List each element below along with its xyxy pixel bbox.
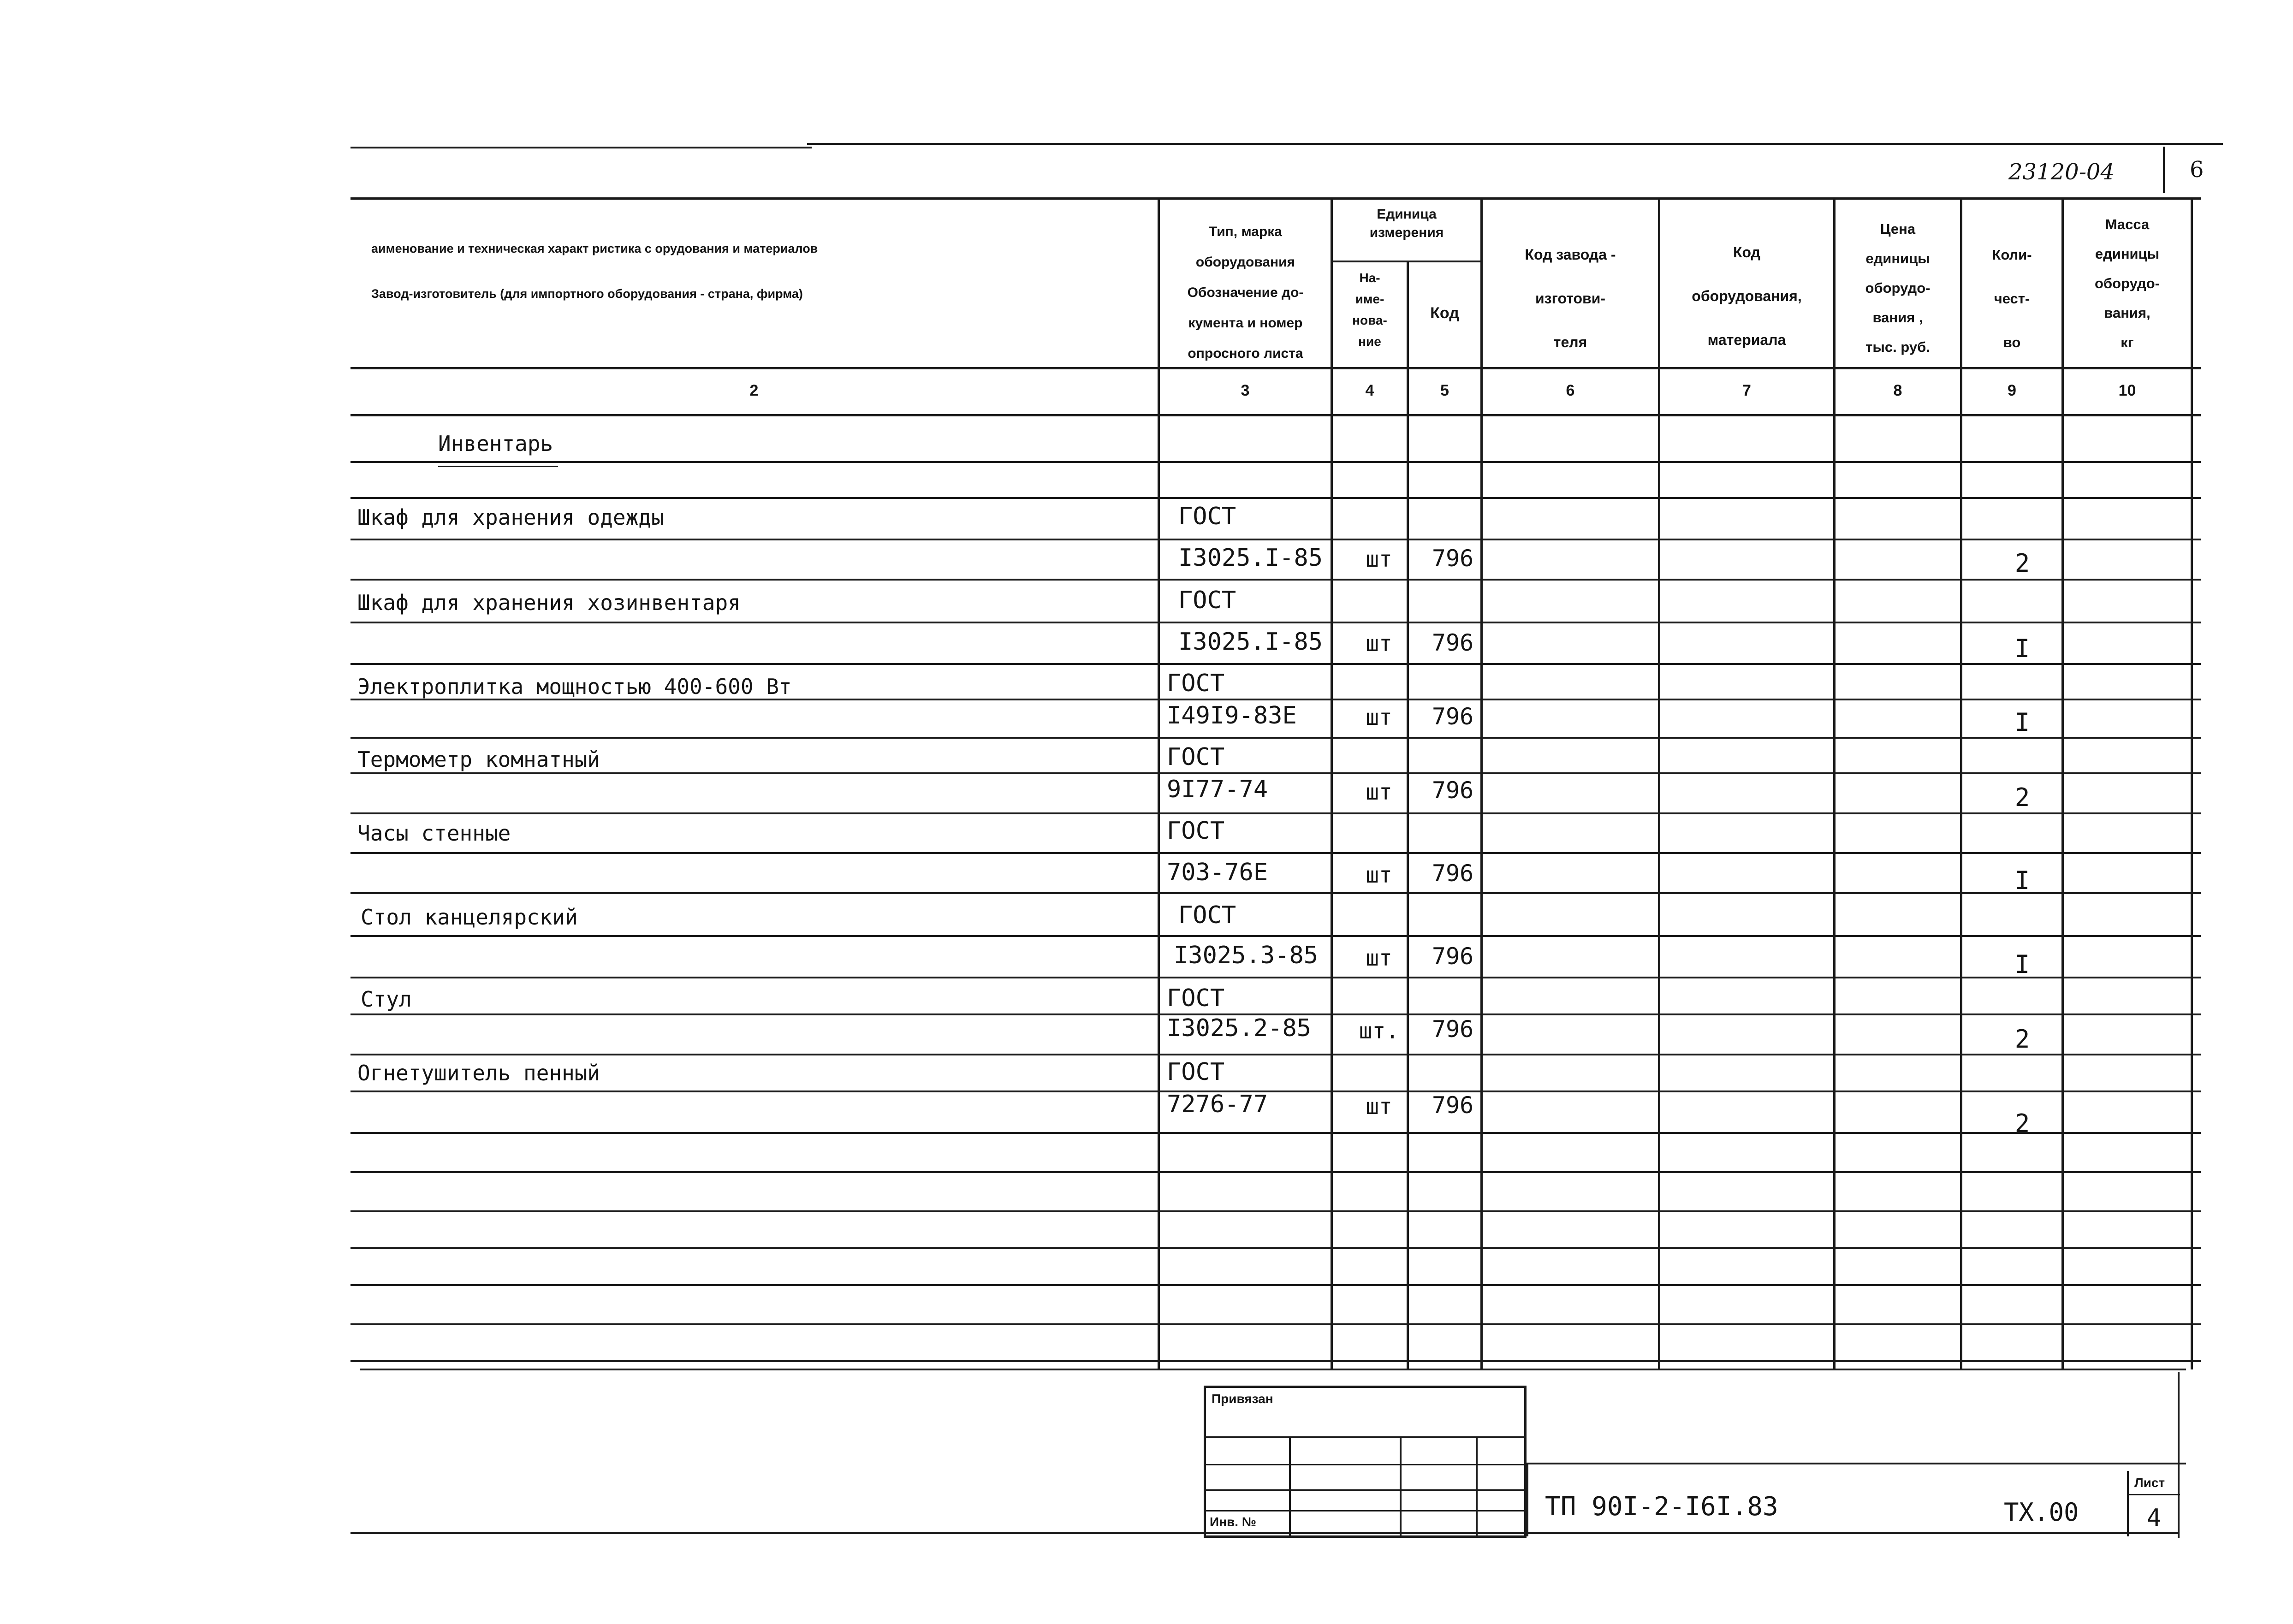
item-code: 796: [1432, 777, 1474, 804]
sheet-label: Лист: [2134, 1476, 2165, 1490]
item-name: Часы стенные: [357, 821, 511, 846]
item-doc-prefix: ГОСТ: [1167, 670, 1225, 697]
column-number-6: 6: [1566, 382, 1575, 399]
item-code: 796: [1432, 860, 1474, 887]
header-col8: Цена единицы оборудо- вания , тыс. руб.: [1865, 221, 1931, 355]
item-doc-number: 7276-77: [1167, 1091, 1268, 1118]
item-unit: шт: [1366, 631, 1392, 657]
item-doc-prefix: ГОСТ: [1178, 587, 1236, 614]
row-rule: [350, 812, 2201, 814]
item-qty: 2: [2014, 783, 2030, 812]
row-rule: [350, 892, 2201, 894]
item-name: Электроплитка мощностью 400-600 Вт: [357, 674, 792, 699]
item-doc-number: I3025.I-85: [1178, 628, 1323, 656]
row-rule: [350, 852, 2201, 854]
header-unit-group: Единица измерения: [1369, 207, 1444, 240]
row-rule: [350, 935, 2201, 937]
item-unit: шт: [1366, 945, 1392, 971]
row-rule: [350, 977, 2201, 978]
item-qty: I: [2014, 634, 2030, 663]
row-rule: [350, 1360, 2201, 1362]
item-doc-number: 703-76Е: [1167, 859, 1268, 886]
item-code: 796: [1432, 1016, 1474, 1043]
row-rule: [350, 1284, 2201, 1286]
row-rule: [350, 579, 2201, 581]
item-code: 796: [1432, 943, 1474, 970]
section-title: Инвентарь: [438, 431, 553, 456]
sheet-number: 4: [2147, 1504, 2162, 1532]
row-rule: [350, 1210, 2201, 1212]
header-col7: Код оборудования, материала: [1692, 244, 1802, 348]
item-unit: шт: [1366, 862, 1392, 888]
column-number-7: 7: [1742, 382, 1751, 399]
item-name: Огнетушитель пенный: [357, 1061, 600, 1085]
row-rule: [350, 1091, 2201, 1092]
item-doc-prefix: ГОСТ: [1167, 817, 1225, 845]
row-rule: [350, 1171, 2201, 1173]
header-col3: Тип, марка оборудования Обозначение до- кумента и номер опросного листа: [1187, 224, 1304, 361]
row-rule: [350, 1323, 2201, 1325]
attached-label: Привязан: [1212, 1392, 1273, 1406]
item-code: 796: [1432, 545, 1474, 572]
column-number-8: 8: [1893, 382, 1902, 399]
row-rule: [350, 737, 2201, 739]
item-doc-prefix: ГОСТ: [1178, 901, 1236, 929]
item-unit: шт: [1366, 705, 1392, 730]
row-rule: [350, 497, 2201, 499]
handwritten-doc-number: 23120-04: [2008, 159, 2115, 185]
item-unit: шт: [1366, 1094, 1392, 1120]
project-code: ТП 90I-2-I6I.83: [1545, 1492, 1778, 1522]
item-qty: 2: [2014, 1109, 2030, 1138]
column-number-5: 5: [1440, 382, 1449, 399]
row-rule: [350, 539, 2201, 540]
item-doc-number: I3025.I-85: [1178, 544, 1323, 572]
item-unit: шт: [1366, 779, 1392, 805]
header-col2-line1: аименование и техническая характ ристика с орудования и материалов: [371, 242, 818, 255]
item-name: Термометр комнатный: [357, 747, 600, 772]
item-qty: 2: [2014, 1025, 2030, 1054]
item-name: Стул: [361, 987, 412, 1012]
header-col9: Коли- чест- во: [1992, 247, 2032, 350]
item-doc-prefix: ГОСТ: [1167, 743, 1225, 771]
page-number: 6: [2190, 157, 2204, 183]
row-rule: [350, 622, 2201, 623]
header-col10: Масса единицы оборудо- вания, кг: [2095, 216, 2160, 350]
row-rule: [350, 461, 2201, 463]
header-col5: Код: [1430, 304, 1459, 322]
item-code: 796: [1432, 629, 1474, 656]
row-rule: [350, 1247, 2201, 1249]
item-qty: I: [2014, 950, 2030, 979]
item-doc-prefix: ГОСТ: [1167, 984, 1225, 1012]
item-qty: I: [2014, 708, 2030, 737]
item-doc-number: I49I9-83Е: [1167, 702, 1297, 729]
row-rule: [350, 663, 2201, 665]
item-doc-prefix: ГОСТ: [1178, 503, 1236, 530]
item-doc-number: I3025.3-85: [1174, 942, 1319, 969]
header-col4: На- име- нова- ние: [1352, 271, 1387, 349]
item-unit: шт.: [1359, 1018, 1399, 1044]
item-qty: 2: [2014, 549, 2030, 578]
attached-stamp: [1204, 1386, 1527, 1538]
section-code: ТХ.00: [2004, 1498, 2079, 1527]
item-doc-number: 9I77-74: [1167, 776, 1268, 803]
item-unit: шт: [1366, 546, 1392, 572]
item-qty: I: [2014, 866, 2030, 895]
item-code: 796: [1432, 1092, 1474, 1119]
row-rule: [350, 1054, 2201, 1055]
inv-number-label: Инв. №: [1210, 1515, 1257, 1529]
item-name: Стол канцелярский: [361, 905, 578, 930]
row-rule: [350, 1132, 2201, 1134]
item-doc-prefix: ГОСТ: [1167, 1058, 1225, 1086]
header-col6: Код завода - изготови- теля: [1525, 246, 1616, 350]
item-code: 796: [1432, 703, 1474, 730]
item-doc-number: I3025.2-85: [1167, 1014, 1312, 1042]
item-name: Шкаф для хранения хозинвентаря: [357, 590, 741, 615]
column-number-10: 10: [2118, 382, 2136, 399]
column-number-4: 4: [1365, 382, 1374, 399]
column-number-9: 9: [2008, 382, 2016, 399]
item-name: Шкаф для хранения одежды: [357, 505, 664, 530]
header-col2-line2: Завод-изготовитель (для импортного оборудования - страна, фирма): [371, 287, 803, 301]
column-number-2: 2: [749, 382, 759, 399]
row-rule: [350, 772, 2201, 774]
column-number-3: 3: [1241, 382, 1250, 399]
